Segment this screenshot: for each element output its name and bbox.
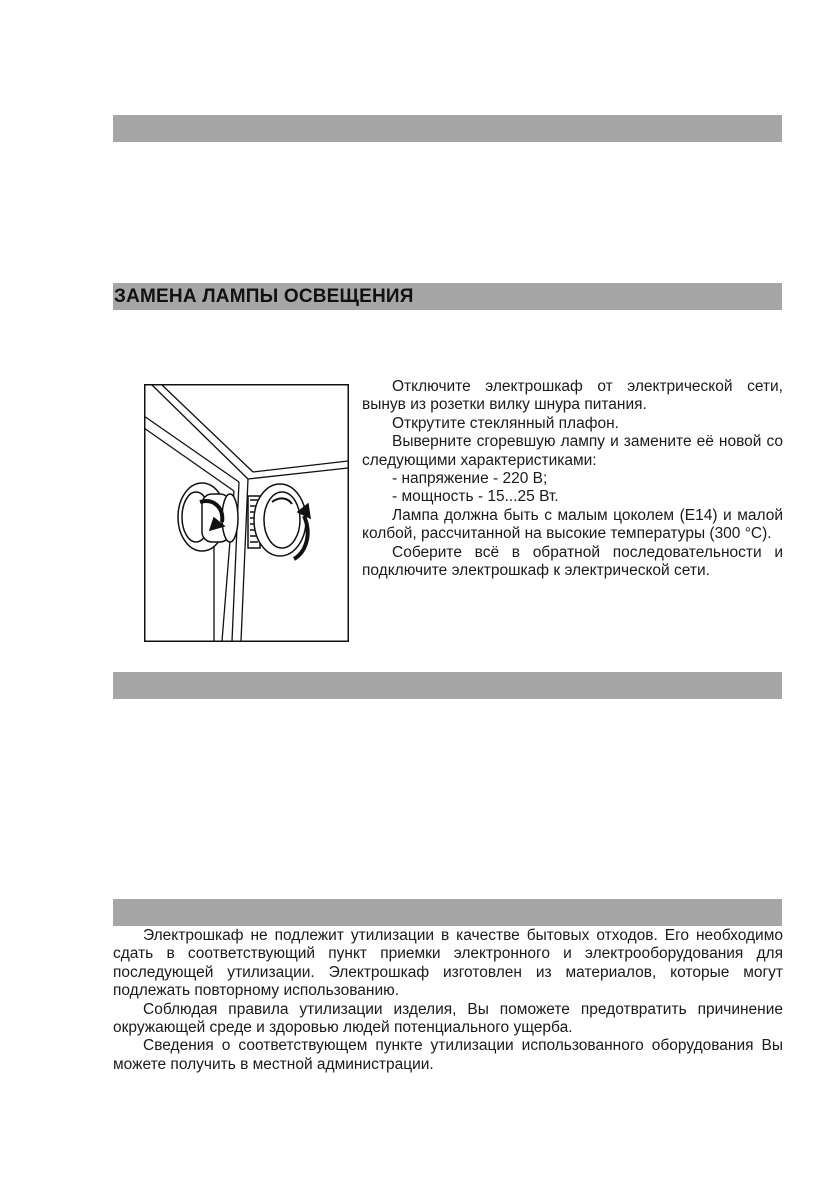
spec-voltage: - напряжение - 220 В; (392, 470, 548, 488)
disposal-paragraph: Электрошкаф не подлежит утилизации в качестве бытовых отходов. Его необходимо сдать в соответствующий пункт приемки электронного и электрооборудования для последующей утилизации. Электрошкаф изготовлен из материалов, которые могут подлежать повторному использованию. (113, 927, 783, 1000)
instruction-paragraph: Отключите электрошкаф от электрической сети, вынув из розетки вилку шнура питания. (362, 378, 783, 414)
section-header-bar-top (113, 115, 782, 142)
spec-power: - мощность - 15...25 Вт. (392, 488, 559, 506)
lamp-replacement-illustration (144, 384, 349, 642)
instruction-paragraph: Выверните сгоревшую лампу и замените её новой со следующими характеристиками: (362, 433, 783, 469)
lamp-replacement-instructions (362, 378, 783, 580)
section-title-lamp-replacement: ЗАМЕНА ЛАМПЫ ОСВЕЩЕНИЯ (113, 283, 782, 310)
disposal-paragraph: Соблюдая правила утилизации изделия, Вы поможете предотвратить причинение окружающей среде и здоровью людей потенциального ущерба. (113, 1000, 783, 1037)
disposal-paragraph: Сведения о соответствующем пункте утилизации использованного оборудования Вы можете получить в местной администрации. (113, 1037, 783, 1073)
section-header-bar-disposal (113, 899, 782, 926)
section-header-bar-middle (113, 672, 782, 699)
instruction-paragraph: Лампа должна быть с малым цоколем (Е14) и малой колбой, рассчитанной на высокие температуры (300 °С). (362, 506, 783, 543)
instruction-paragraph: Открутите стеклянный плафон. (392, 414, 619, 432)
instruction-paragraph: Соберите всё в обратной последовательности и подключите электрошкаф к электрической сети. (362, 543, 783, 580)
disposal-instructions (113, 927, 783, 1074)
